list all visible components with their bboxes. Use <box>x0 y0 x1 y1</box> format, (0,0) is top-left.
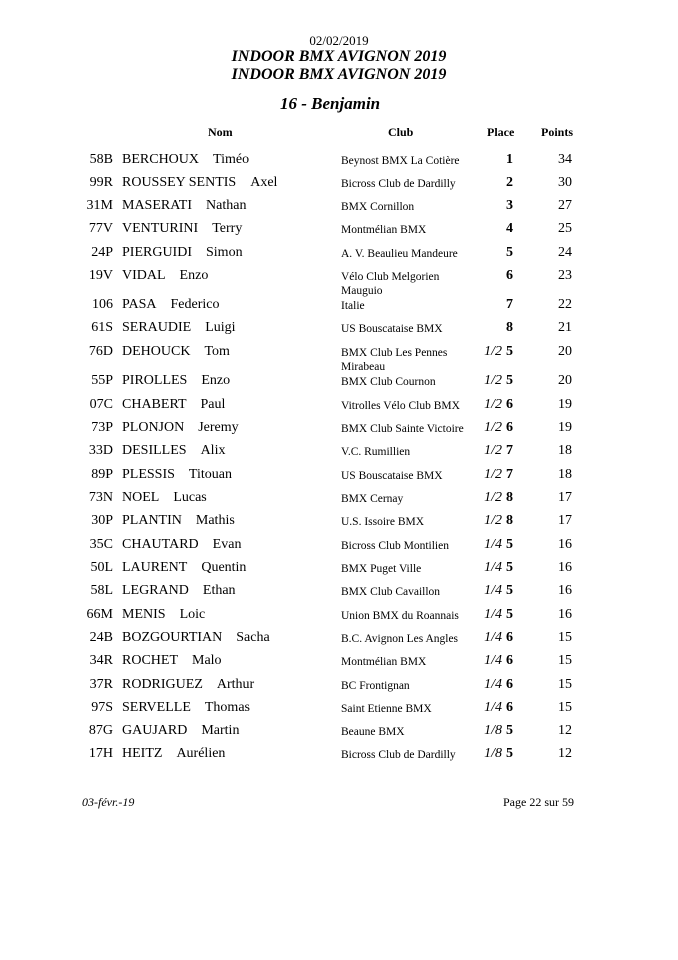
rider-place <box>484 344 513 360</box>
column-header-place: Place <box>487 125 515 139</box>
rider-club: BMX Club Sainte Victoire <box>341 423 464 435</box>
rider-last-name: ROUSSEY SENTIS <box>122 175 237 190</box>
rider-last-name: PASA <box>122 297 157 312</box>
rider-last-name: SERVELLE <box>122 700 191 715</box>
place-number: 6 <box>506 268 513 283</box>
rider-plate: 55P <box>91 373 113 388</box>
rider-club: Union BMX du Roannais <box>341 610 459 622</box>
rider-points: 18 <box>558 443 572 458</box>
rider-points: 20 <box>558 344 572 359</box>
table-row <box>0 397 678 417</box>
rider-points: 24 <box>558 245 572 260</box>
rider-name <box>122 268 208 284</box>
rider-plate: 24B <box>89 630 113 645</box>
round-stage: 1/2 <box>484 443 502 458</box>
rider-first-name: Ethan <box>202 583 236 598</box>
rider-points: 16 <box>558 560 572 575</box>
rider-club: B.C. Avignon Les Angles <box>341 633 459 645</box>
rider-name <box>122 677 254 693</box>
rider-last-name: GAUJARD <box>122 723 188 738</box>
rider-place <box>506 175 513 191</box>
table-row <box>0 537 678 557</box>
round-stage: 1/8 <box>484 723 502 738</box>
rider-first-name: Evan <box>212 537 242 552</box>
place-number: 8 <box>506 320 513 335</box>
rider-points: 15 <box>558 653 572 668</box>
round-stage: 1/2 <box>484 490 502 505</box>
rider-points: 17 <box>558 490 572 505</box>
rider-name <box>122 373 230 389</box>
category-title: 16 - Benjamin <box>280 94 381 113</box>
place-number: 5 <box>506 746 513 761</box>
rider-first-name: Tom <box>204 344 230 359</box>
rider-name <box>122 297 220 313</box>
rider-name <box>122 583 236 599</box>
rider-points: 34 <box>558 152 572 167</box>
table-row <box>0 513 678 533</box>
rider-plate: 34R <box>89 653 113 668</box>
rider-name <box>122 700 250 716</box>
footer-date: 03-févr.-19 <box>82 795 135 809</box>
rider-plate: 97S <box>91 700 113 715</box>
round-stage: 1/4 <box>484 537 502 552</box>
rider-club: Saint Etienne BMX <box>341 703 432 715</box>
rider-club: BMX Cornillon <box>341 201 415 213</box>
rider-place <box>484 653 513 669</box>
column-header-points: Points <box>541 125 574 139</box>
table-row <box>0 700 678 720</box>
rider-place <box>484 583 513 599</box>
rider-name <box>122 198 246 214</box>
place-number: 6 <box>506 677 513 692</box>
rider-points: 23 <box>558 268 572 283</box>
rider-place <box>506 245 513 261</box>
round-stage: 1/4 <box>484 560 502 575</box>
round-stage: 1/4 <box>484 583 502 598</box>
place-number: 5 <box>506 344 513 359</box>
rider-plate: 35C <box>89 537 113 552</box>
footer-page-number: Page 22 sur 59 <box>503 795 574 809</box>
rider-place <box>484 373 513 389</box>
place-number: 5 <box>506 245 513 260</box>
rider-club: Bicross Club de Dardilly <box>341 749 456 761</box>
rider-name <box>122 397 225 413</box>
rider-name <box>122 653 222 669</box>
rider-last-name: VIDAL <box>122 268 166 283</box>
rider-last-name: CHAUTARD <box>122 537 199 552</box>
round-stage: 1/4 <box>484 700 502 715</box>
rider-club: BMX Club Cournon <box>341 376 436 388</box>
rider-plate: 77V <box>88 221 113 236</box>
table-row <box>0 198 678 218</box>
rider-plate: 33D <box>88 443 113 458</box>
rider-last-name: DEHOUCK <box>122 344 191 359</box>
rider-points: 12 <box>558 723 572 738</box>
rider-plate: 73N <box>88 490 113 505</box>
place-number: 5 <box>506 537 513 552</box>
rider-club: V.C. Rumillien <box>341 446 411 458</box>
rider-last-name: BOZGOURTIAN <box>122 630 223 645</box>
round-stage: 1/8 <box>484 746 502 761</box>
rider-first-name: Lucas <box>173 490 207 505</box>
rider-club: A. V. Beaulieu Mandeure <box>341 248 458 260</box>
place-number: 5 <box>506 583 513 598</box>
rider-club: BMX Club Cavaillon <box>341 586 441 598</box>
place-number: 8 <box>506 513 513 528</box>
rider-first-name: Terry <box>212 221 243 236</box>
rider-plate: 61S <box>91 320 113 335</box>
rider-name <box>122 221 242 237</box>
rider-plate: 99R <box>89 175 113 190</box>
rider-place <box>484 630 513 646</box>
rider-name <box>122 607 205 623</box>
rider-first-name: Nathan <box>206 198 247 213</box>
rider-place <box>484 490 513 506</box>
table-row <box>0 152 678 172</box>
rider-place <box>484 467 513 483</box>
rider-last-name: SERAUDIE <box>122 320 192 335</box>
rider-points: 21 <box>558 320 572 335</box>
rider-first-name: Axel <box>250 175 278 190</box>
rider-points: 20 <box>558 373 572 388</box>
rider-club: US Bouscataise BMX <box>341 323 443 335</box>
rider-last-name: RODRIGUEZ <box>122 677 203 692</box>
table-row <box>0 245 678 265</box>
rider-points: 16 <box>558 583 572 598</box>
rider-points: 12 <box>558 746 572 761</box>
round-stage: 1/4 <box>484 653 502 668</box>
rider-first-name: Alix <box>200 443 226 458</box>
rider-plate: 30P <box>91 513 113 528</box>
rider-name <box>122 152 249 168</box>
rider-name <box>122 630 270 646</box>
rider-first-name: Thomas <box>204 700 250 715</box>
column-header-club: Club <box>388 125 414 139</box>
rider-plate: 76D <box>88 344 113 359</box>
rider-last-name: LAURENT <box>122 560 188 575</box>
rider-plate: 37R <box>89 677 113 692</box>
rider-last-name: HEITZ <box>122 746 163 761</box>
rider-place <box>484 560 513 576</box>
rider-name <box>122 560 246 576</box>
rider-points: 15 <box>558 677 572 692</box>
rider-plate: 73P <box>91 420 113 435</box>
place-number: 5 <box>506 607 513 622</box>
rider-place <box>484 607 513 623</box>
rider-first-name: Paul <box>200 397 226 412</box>
table-row <box>0 297 678 317</box>
rider-last-name: MASERATI <box>122 198 193 213</box>
place-number: 6 <box>506 397 513 412</box>
table-row <box>0 677 678 697</box>
rider-place <box>506 297 513 313</box>
rider-name <box>122 537 241 553</box>
rider-points: 30 <box>558 175 572 190</box>
place-number: 8 <box>506 490 513 505</box>
place-number: 6 <box>506 653 513 668</box>
rider-plate: 66M <box>86 607 113 622</box>
rider-place <box>506 320 513 336</box>
column-header-nom: Nom <box>208 125 233 139</box>
table-row <box>0 723 678 743</box>
rider-plate: 58L <box>90 583 113 598</box>
rider-first-name: Enzo <box>179 268 209 283</box>
rider-club: U.S. Issoire BMX <box>341 516 425 528</box>
rider-first-name: Sacha <box>236 630 270 645</box>
place-number: 7 <box>506 297 513 312</box>
rider-first-name: Luigi <box>205 320 236 335</box>
table-row <box>0 583 678 603</box>
rider-points: 16 <box>558 537 572 552</box>
rider-place <box>484 746 513 762</box>
rider-last-name: PLESSIS <box>122 467 175 482</box>
rider-name <box>122 320 236 336</box>
table-row <box>0 373 678 393</box>
rider-name <box>122 344 230 360</box>
table-row <box>0 175 678 195</box>
rider-first-name: Arthur <box>216 677 255 692</box>
rider-club: BC Frontignan <box>341 680 410 692</box>
rider-last-name: PLONJON <box>122 420 185 435</box>
rider-last-name: LEGRAND <box>122 583 189 598</box>
rider-points: 25 <box>558 221 572 236</box>
round-stage: 1/2 <box>484 397 502 412</box>
rider-club: Beaune BMX <box>341 726 405 738</box>
rider-club: BMX Cernay <box>341 493 404 505</box>
rider-club: BMX Puget Ville <box>341 563 422 575</box>
rider-plate: 50L <box>90 560 113 575</box>
rider-place <box>506 198 513 214</box>
rider-first-name: Quentin <box>201 560 247 575</box>
rider-first-name: Martin <box>201 723 240 738</box>
place-number: 3 <box>506 198 513 213</box>
rider-name <box>122 746 225 762</box>
table-row <box>0 443 678 463</box>
table-row <box>0 344 678 373</box>
rider-name <box>122 420 239 436</box>
rider-plate: 19V <box>88 268 113 283</box>
place-number: 7 <box>506 467 513 482</box>
rider-club: Beynost BMX La Cotière <box>341 155 460 167</box>
rider-last-name: DESILLES <box>122 443 187 458</box>
rider-last-name: PIROLLES <box>122 373 188 388</box>
rider-place <box>506 152 513 168</box>
table-row <box>0 653 678 673</box>
rider-name <box>122 490 207 506</box>
rider-plate: 07C <box>89 397 113 412</box>
event-title: INDOOR BMX AVIGNON 2019 <box>231 48 447 65</box>
table-row <box>0 607 678 627</box>
rider-place <box>484 677 513 693</box>
rider-name <box>122 513 235 529</box>
round-stage: 1/4 <box>484 607 502 622</box>
place-number: 1 <box>506 152 513 167</box>
place-number: 7 <box>506 443 513 458</box>
rider-place <box>484 700 513 716</box>
place-number: 6 <box>506 630 513 645</box>
rider-points: 15 <box>558 630 572 645</box>
rider-first-name: Mathis <box>195 513 235 528</box>
place-number: 5 <box>506 723 513 738</box>
rider-place <box>484 397 513 413</box>
rider-last-name: NOEL <box>122 490 160 505</box>
rider-place <box>484 420 513 436</box>
rider-first-name: Aurélien <box>176 746 226 761</box>
table-row <box>0 490 678 510</box>
rider-club: Italie <box>341 300 365 312</box>
rider-club: US Bouscataise BMX <box>341 470 443 482</box>
rider-name <box>122 723 239 739</box>
rider-name <box>122 245 243 261</box>
rider-first-name: Enzo <box>201 373 231 388</box>
rider-points: 16 <box>558 607 572 622</box>
rider-points: 15 <box>558 700 572 715</box>
place-number: 6 <box>506 420 513 435</box>
table-row <box>0 560 678 580</box>
rider-last-name: ROCHET <box>122 653 178 668</box>
place-number: 5 <box>506 560 513 575</box>
rider-last-name: VENTURINI <box>122 221 199 236</box>
rider-last-name: PLANTIN <box>122 513 182 528</box>
place-number: 5 <box>506 373 513 388</box>
rider-name <box>122 443 225 459</box>
rider-first-name: Federico <box>170 297 220 312</box>
table-row <box>0 320 678 340</box>
rider-first-name: Timéo <box>213 152 250 167</box>
rider-first-name: Loic <box>179 607 206 622</box>
rider-points: 22 <box>558 297 572 312</box>
table-row <box>0 630 678 650</box>
rider-points: 18 <box>558 467 572 482</box>
event-title-repeat: INDOOR BMX AVIGNON 2019 <box>231 66 447 83</box>
round-stage: 1/4 <box>484 630 502 645</box>
rider-place <box>506 221 513 237</box>
event-date: 02/02/2019 <box>309 33 369 48</box>
rider-club: Montmélian BMX <box>341 224 427 236</box>
rider-last-name: MENIS <box>122 607 166 622</box>
rider-last-name: CHABERT <box>122 397 187 412</box>
round-stage: 1/4 <box>484 677 502 692</box>
rider-points: 19 <box>558 397 572 412</box>
rider-plate: 31M <box>86 198 113 213</box>
rider-points: 17 <box>558 513 572 528</box>
round-stage: 1/2 <box>484 420 502 435</box>
rider-club: Montmélian BMX <box>341 656 427 668</box>
rider-place <box>484 443 513 459</box>
rider-place <box>484 513 513 529</box>
rider-plate: 58B <box>89 152 113 167</box>
rider-plate: 106 <box>92 297 113 312</box>
rider-first-name: Malo <box>192 653 222 668</box>
rider-first-name: Titouan <box>188 467 232 482</box>
place-number: 4 <box>506 221 513 236</box>
rider-plate: 89P <box>91 467 113 482</box>
rider-place <box>484 537 513 553</box>
rider-last-name: BERCHOUX <box>122 152 200 167</box>
rider-first-name: Simon <box>206 245 243 260</box>
rider-club: BMX Club Les Pennes Mirabeau <box>341 347 448 373</box>
place-number: 6 <box>506 700 513 715</box>
table-row <box>0 467 678 487</box>
rider-plate: 87G <box>88 723 113 738</box>
rider-points: 27 <box>558 198 572 213</box>
table-row <box>0 746 678 766</box>
rider-club: Bicross Club Montilien <box>341 540 449 552</box>
rider-plate: 17H <box>88 746 113 761</box>
round-stage: 1/2 <box>484 513 502 528</box>
rider-club: Bicross Club de Dardilly <box>341 178 456 190</box>
rider-last-name: PIERGUIDI <box>122 245 192 260</box>
rider-first-name: Jeremy <box>198 420 239 435</box>
table-row <box>0 268 678 297</box>
rider-plate: 24P <box>91 245 113 260</box>
round-stage: 1/2 <box>484 373 502 388</box>
rider-name <box>122 467 232 483</box>
table-row <box>0 420 678 440</box>
rider-name <box>122 175 277 191</box>
place-number: 2 <box>506 175 513 190</box>
table-row <box>0 221 678 241</box>
rider-place <box>484 723 513 739</box>
rider-club: Vélo Club Melgorien Mauguio <box>341 271 440 297</box>
rider-club: Vitrolles Vélo Club BMX <box>341 400 460 412</box>
round-stage: 1/2 <box>484 467 502 482</box>
rider-points: 19 <box>558 420 572 435</box>
round-stage: 1/2 <box>484 344 502 359</box>
rider-place <box>506 268 513 284</box>
